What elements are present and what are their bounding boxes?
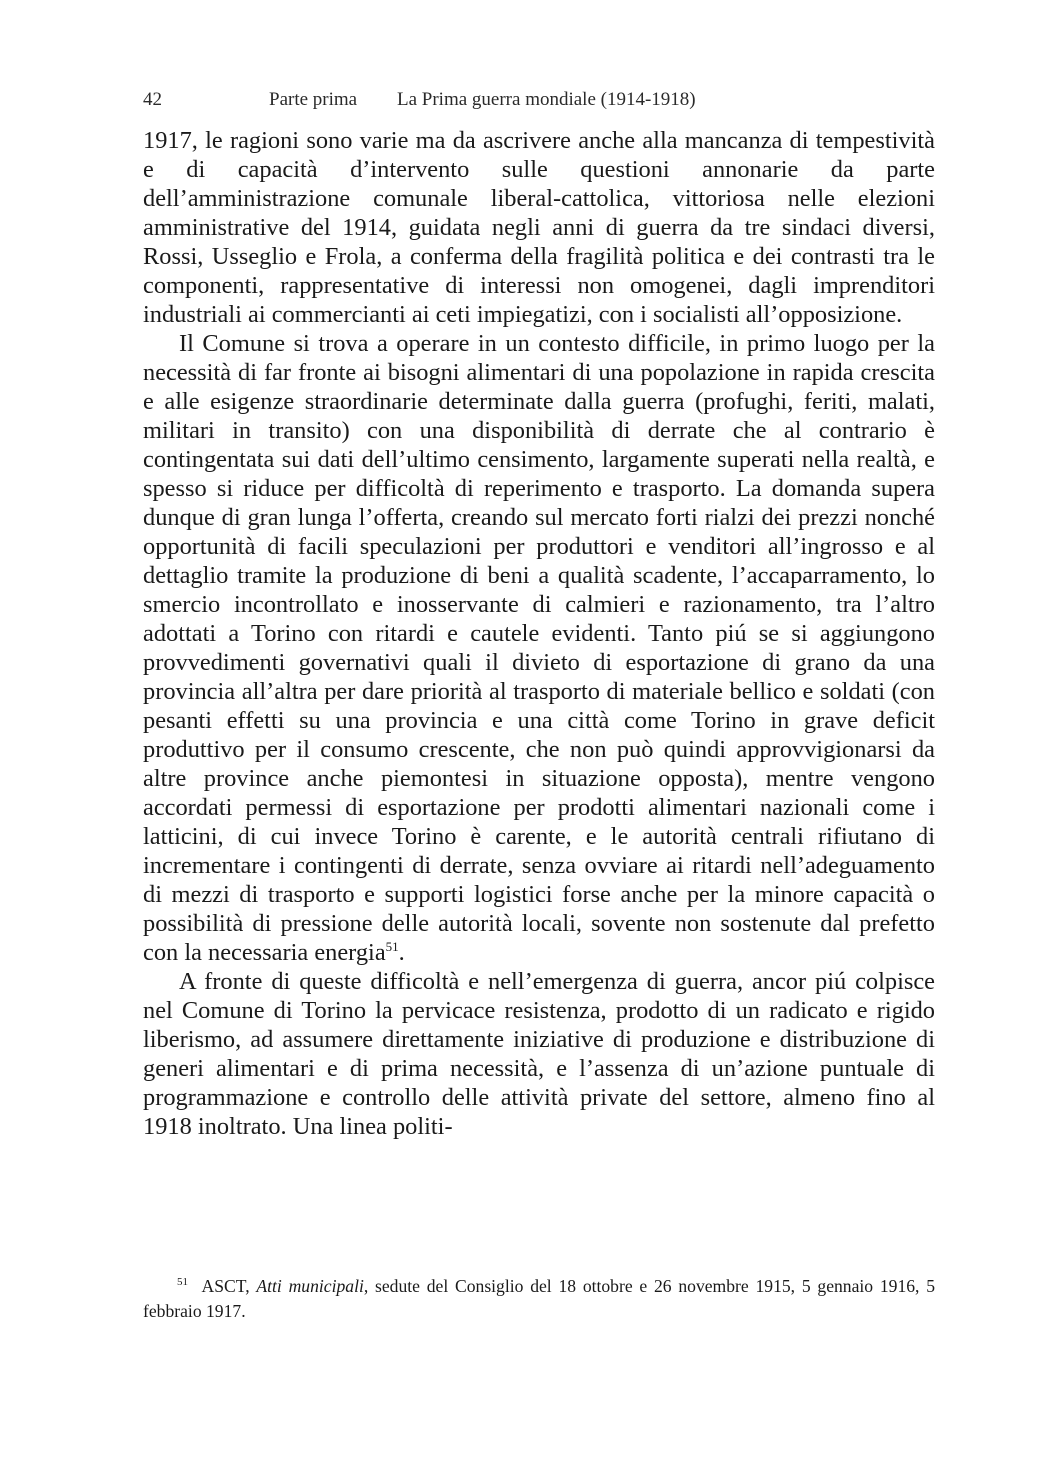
paragraph-1: 1917, le ragioni sono varie ma da ascrivere anche alla mancanza di tempestività e di capacità d’intervento sulle questioni annonarie da parte dell’amministrazione comunale liberal-cattolica, vittoriosa nelle elezioni amministrative del 1914, guidata negli anni di guerra da tre sindaci diversi, Rossi, Usseglio e Frola, a conferma della fragilità politica e dei contrasti tra le componenti, rappresentative di interessi non omogenei, dagli imprenditori industriali ai commercianti ai ceti impiegatizi, con i socialisti all’opposizione. [143, 127, 935, 328]
paragraph-2-text: Il Comune si trova a operare in un contesto difficile, in primo luogo per la necessità di far fronte ai bisogni alimentari di una popolazione in rapida crescita e alle esigenze straordinarie determinate dalla guerra (profughi, feriti, malati, militari in transito) con una disponibilità di derrate che al contrario è contingentata sui dati dell’ultimo censimento, largamente superati nella realtà, e spesso si riduce per difficoltà di reperimento e trasporto. La domanda supera dunque di gran lunga l’offerta, creando sul mercato forti rialzi dei prezzi nonché opportunità di facili speculazioni per produttori e venditori all’ingrosso e al dettaglio tramite la produzione di beni a qualità scadente, l’accaparramento, lo smercio incontrollato e inosservante di calmieri e razionamento, tra l’altro adottati a Torino con ritardi e cautele evidenti. Tanto piú se si aggiungono provvedimenti governativi quali il divieto di esportazione di grano da una provincia all’altra per dare priorità al trasporto di materiale bellico e soldati (con pesanti effetti su una provincia e una città come Torino in grave deficit produttivo per il consumo crescente, che non può quindi approvvigionarsi da altre province anche piemontesi in situazione opposta), mentre vengono accordati permessi di esportazione per prodotti alimentari nazionali come i latticini, di cui invece Torino è carente, e le autorità centrali rifiutano di incrementare i contingenti di derrate, senza ovviare ai ritardi nell’adeguamento di mezzi di trasporto e supporti logistici forse anche per la minore capacità o possibilità di pressione delle autorità locali, sovente non sostenute dal prefetto con la necessaria energia [143, 330, 935, 966]
footnote-text [143, 1274, 935, 1324]
footnote-details: , sedute del Consiglio del 18 ottobre e 26 novembre 1915, 5 gennaio 1916, 5 febbraio 1917. [143, 1276, 936, 1321]
paragraph-3: A fronte di queste difficoltà e nell’emergenza di guerra, ancor piú colpisce nel Comune di Torino la pervicace resistenza, prodotto di un radicato e rigido liberismo, ad assumere direttamente iniziative di produzione e distribuzione di generi alimentari e di prima necessità, e l’assenza di un’azione puntuale di programmazione e controllo delle attività private del settore, almeno fino al 1918 inoltrato. Una linea politi- [143, 968, 935, 1140]
paragraph-2-end: . [398, 939, 405, 966]
body-text [143, 126, 935, 1141]
footnote-source: ASCT, [201, 1276, 250, 1296]
chapter-title: La Prima guerra mondiale (1914-1918) [397, 89, 696, 110]
footnote-title: Atti municipali [256, 1276, 364, 1296]
footnote-number: 51 [177, 1276, 188, 1288]
footnote-ref-51[interactable]: 51 [385, 939, 399, 954]
paragraph-2 [143, 329, 935, 967]
part-label: Parte prima [269, 89, 358, 110]
page-number: 42 [143, 89, 162, 110]
running-head [143, 86, 943, 114]
footnote-51 [143, 1274, 935, 1324]
